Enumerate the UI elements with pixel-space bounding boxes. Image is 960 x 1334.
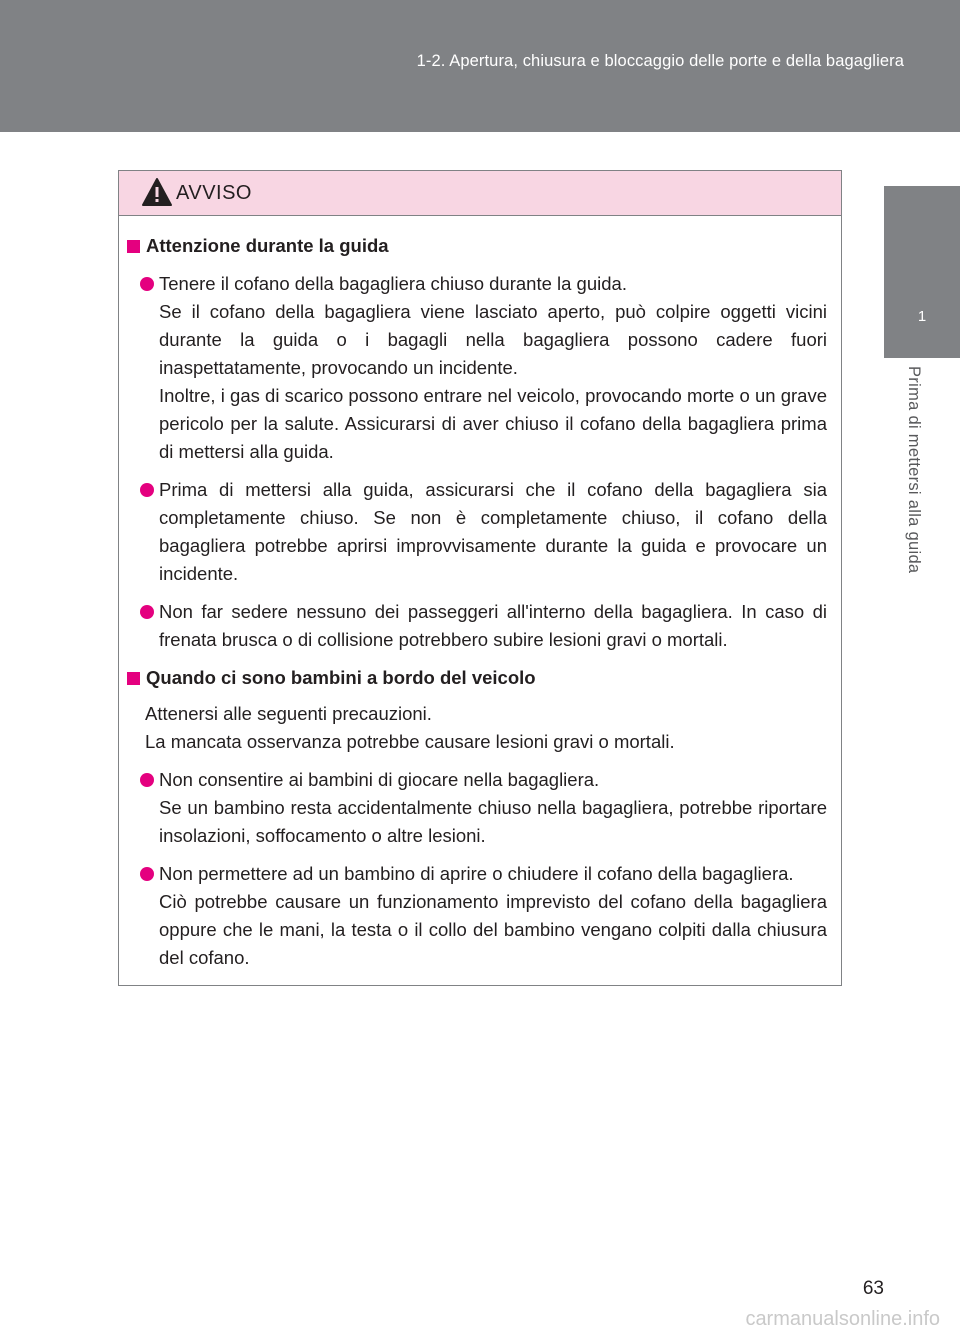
square-bullet-icon [127,672,140,685]
bullet-text: Non consentire ai bambini di giocare nella bagagliera. [159,769,600,790]
chapter-number: 1 [917,308,927,325]
bullet-text: Non permettere ad un bambino di aprire o chiudere il cofano della bagagliera. [159,863,794,884]
bullet-text: Se un bambino resta accidentalmente chiuso nella bagagliera, potrebbe riportare insolazioni, soffocamento o altre lesioni. [159,797,827,846]
bullet-text: Tenere il cofano della bagagliera chiuso durante la guida. [159,273,627,294]
bullet-item [119,860,827,972]
intro-text: Attenersi alle seguenti precauzioni. [145,703,432,724]
bullet-item [119,598,827,654]
bullet-text: Ciò potrebbe causare un funzionamento imprevisto del cofano della bagagliera oppure che le mani, la testa o il collo del bambino vengano colpiti dalla chiusura del cofano. [159,891,827,968]
bullet-text: Inoltre, i gas di scarico possono entrare nel veicolo, provocando morte o un grave pericolo per la salute. Assicurarsi di aver chiuso il cofano della bagagliera prima di mettersi alla guida. [159,385,827,462]
bullet-text: Prima di mettersi alla guida, assicurarsi che il cofano della bagagliera sia completamente chiuso. Se non è completamente chiuso, il cofano della bagagliera potrebbe aprirsi improvvisamente durante la guida e provocare un incidente. [159,479,827,584]
bullet-text: Se il cofano della bagagliera viene lasciato aperto, può colpire oggetti vicini durante la guida o i bagagli nella bagagliera possono cadere fuori inaspettatamente, provocando un incidente. [159,301,827,378]
section-heading [127,232,827,260]
warning-body [119,216,841,972]
bullet-item [119,270,827,466]
circle-bullet-icon [140,277,154,291]
section-title: Attenzione durante la guida [146,235,389,256]
section-heading [127,664,827,692]
bullet-text: Non far sedere nessuno dei passeggeri all'interno della bagagliera. In caso di frenata brusca o di collisione potrebbero subire lesioni gravi o mortali. [159,601,827,650]
page-header [0,0,960,132]
page-number: 63 [862,1278,884,1299]
intro-text: La mancata osservanza potrebbe causare lesioni gravi o mortali. [145,731,675,752]
square-bullet-icon [127,240,140,253]
bullet-item [119,476,827,588]
circle-bullet-icon [140,483,154,497]
warning-header [119,171,841,216]
warning-triangle-icon [141,177,173,207]
circle-bullet-icon [140,605,154,619]
section-intro [119,700,827,756]
circle-bullet-icon [140,773,154,787]
chapter-tab [884,186,960,358]
chapter-label: Prima di mettersi alla guida [905,366,923,574]
circle-bullet-icon [140,867,154,881]
warning-box [118,170,842,986]
section-title: Quando ci sono bambini a bordo del veicolo [146,667,536,688]
warning-title: AVVISO [176,182,252,204]
watermark[interactable]: carmanualsonline.info [745,1308,940,1330]
bullet-item [119,766,827,850]
header-title: 1-2. Apertura, chiusura e bloccaggio delle porte e della bagagliera [416,52,904,70]
